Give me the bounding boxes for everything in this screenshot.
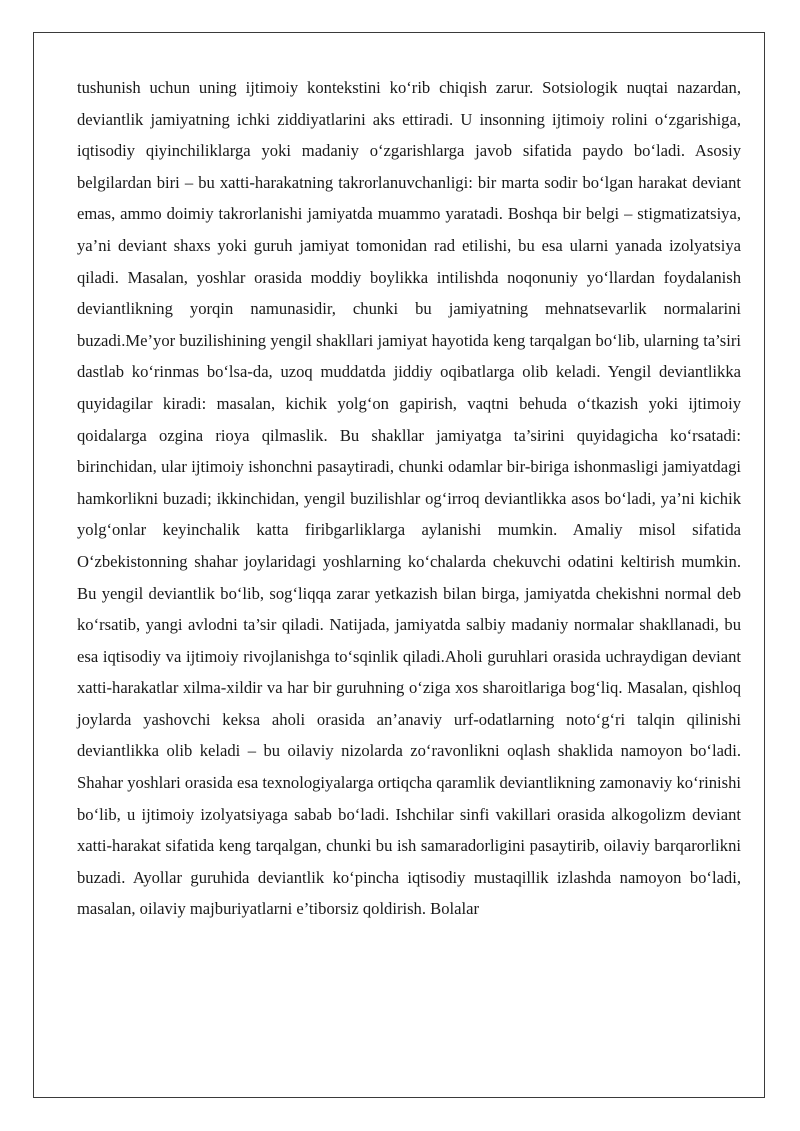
body-paragraph: tushunish uchun uning ijtimoiy kontekstini ko‘rib chiqish zarur. Sotsiologik nuqtai nazardan, deviantlik jamiyatning ichki ziddiyatlarini aks ettiradi. U insonning ijtimoiy rolini o‘zgarishiga, iqtisodiy qiyinchiliklarga yoki madaniy o‘zgarishlarga javob sifatida paydo bo‘ladi. Asosiy belgilardan biri – bu xatti-harakatning takrorlanuvchanligi: bir marta sodir bo‘lgan harakat deviant emas, ammo doimiy takrorlanishi jamiyatda muammo yaratadi. Boshqa bir belgi – stigmatizatsiya, ya’ni deviant shaxs yoki guruh jamiyat tomonidan rad etilishi, bu esa ularni yanada izolyatsiya qiladi. Masalan, yoshlar orasida moddiy boylikka intilishda noqonuniy yo‘llardan foydalanish deviantlikning yorqin namunasidir, chunki bu jamiyatning mehnatsevarlik normalarini buzadi.Me’yor buzilishining yengil shakllari jamiyat hayotida keng tarqalgan bo‘lib, ularning ta’siri dastlab ko‘rinmas bo‘lsa-da, uzoq muddatda jiddiy oqibatlarga olib keladi. Yengil deviantlikka quyidagilar kiradi: masalan, kichik yolg‘on gapirish, vaqtni behuda o‘tkazish yoki ijtimoiy qoidalarga ozgina rioya qilmaslik. Bu shakllar jamiyatga ta’sirini quyidagicha ko‘rsatadi: birinchidan, ular ijtimoiy ishonchni pasaytiradi, chunki odamlar bir-biriga ishonmasligi jamiyatdagi hamkorlikni buzadi; ikkinchidan, yengil buzilishlar og‘irroq deviantlikka asos bo‘ladi, ya’ni kichik yolg‘onlar keyinchalik katta firibgarliklarga aylanishi mumkin. Amaliy misol sifatida O‘zbekistonning shahar joylaridagi yoshlarning ko‘chalarda chekuvchi odatini keltirish mumkin. Bu yengil deviantlik bo‘lib, sog‘liqqa zarar yetkazish bilan birga, jamiyatda chekishni normal deb ko‘rsatib, yangi avlodni ta’sir qiladi. Natijada, jamiyatda salbiy madaniy normalar shakllanadi, bu esa iqtisodiy va ijtimoiy rivojlanishga to‘sqinlik qiladi.Aholi guruhlari orasida uchraydigan deviant xatti-harakatlar xilma-xildir va har bir guruhning o‘ziga xos sharoitlariga bog‘liq. Masalan, qishloq joylarda yashovchi keksa aholi orasida an’anaviy urf-odatlarning noto‘g‘ri talqin qilinishi deviantlikka olib keladi – bu oilaviy nizolarda zo‘ravonlikni oqlash shaklida namoyon bo‘ladi. Shahar yoshlari orasida esa texnologiyalarga ortiqcha qaramlik deviantlikning zamonaviy ko‘rinishi bo‘lib, u ijtimoiy izolyatsiyaga sabab bo‘ladi. Ishchilar sinfi vakillari orasida alkogolizm deviant xatti-harakat sifatida keng tarqalgan, chunki bu ish samaradorligini pasaytirib, oilaviy barqarorlikni buzadi. Ayollar guruhida deviantlik ko‘pincha iqtisodiy mustaqillik izlashda namoyon bo‘ladi, masalan, oilaviy majburiyatlarni e’tiborsiz qoldirish. Bolalar	[77, 78, 741, 919]
